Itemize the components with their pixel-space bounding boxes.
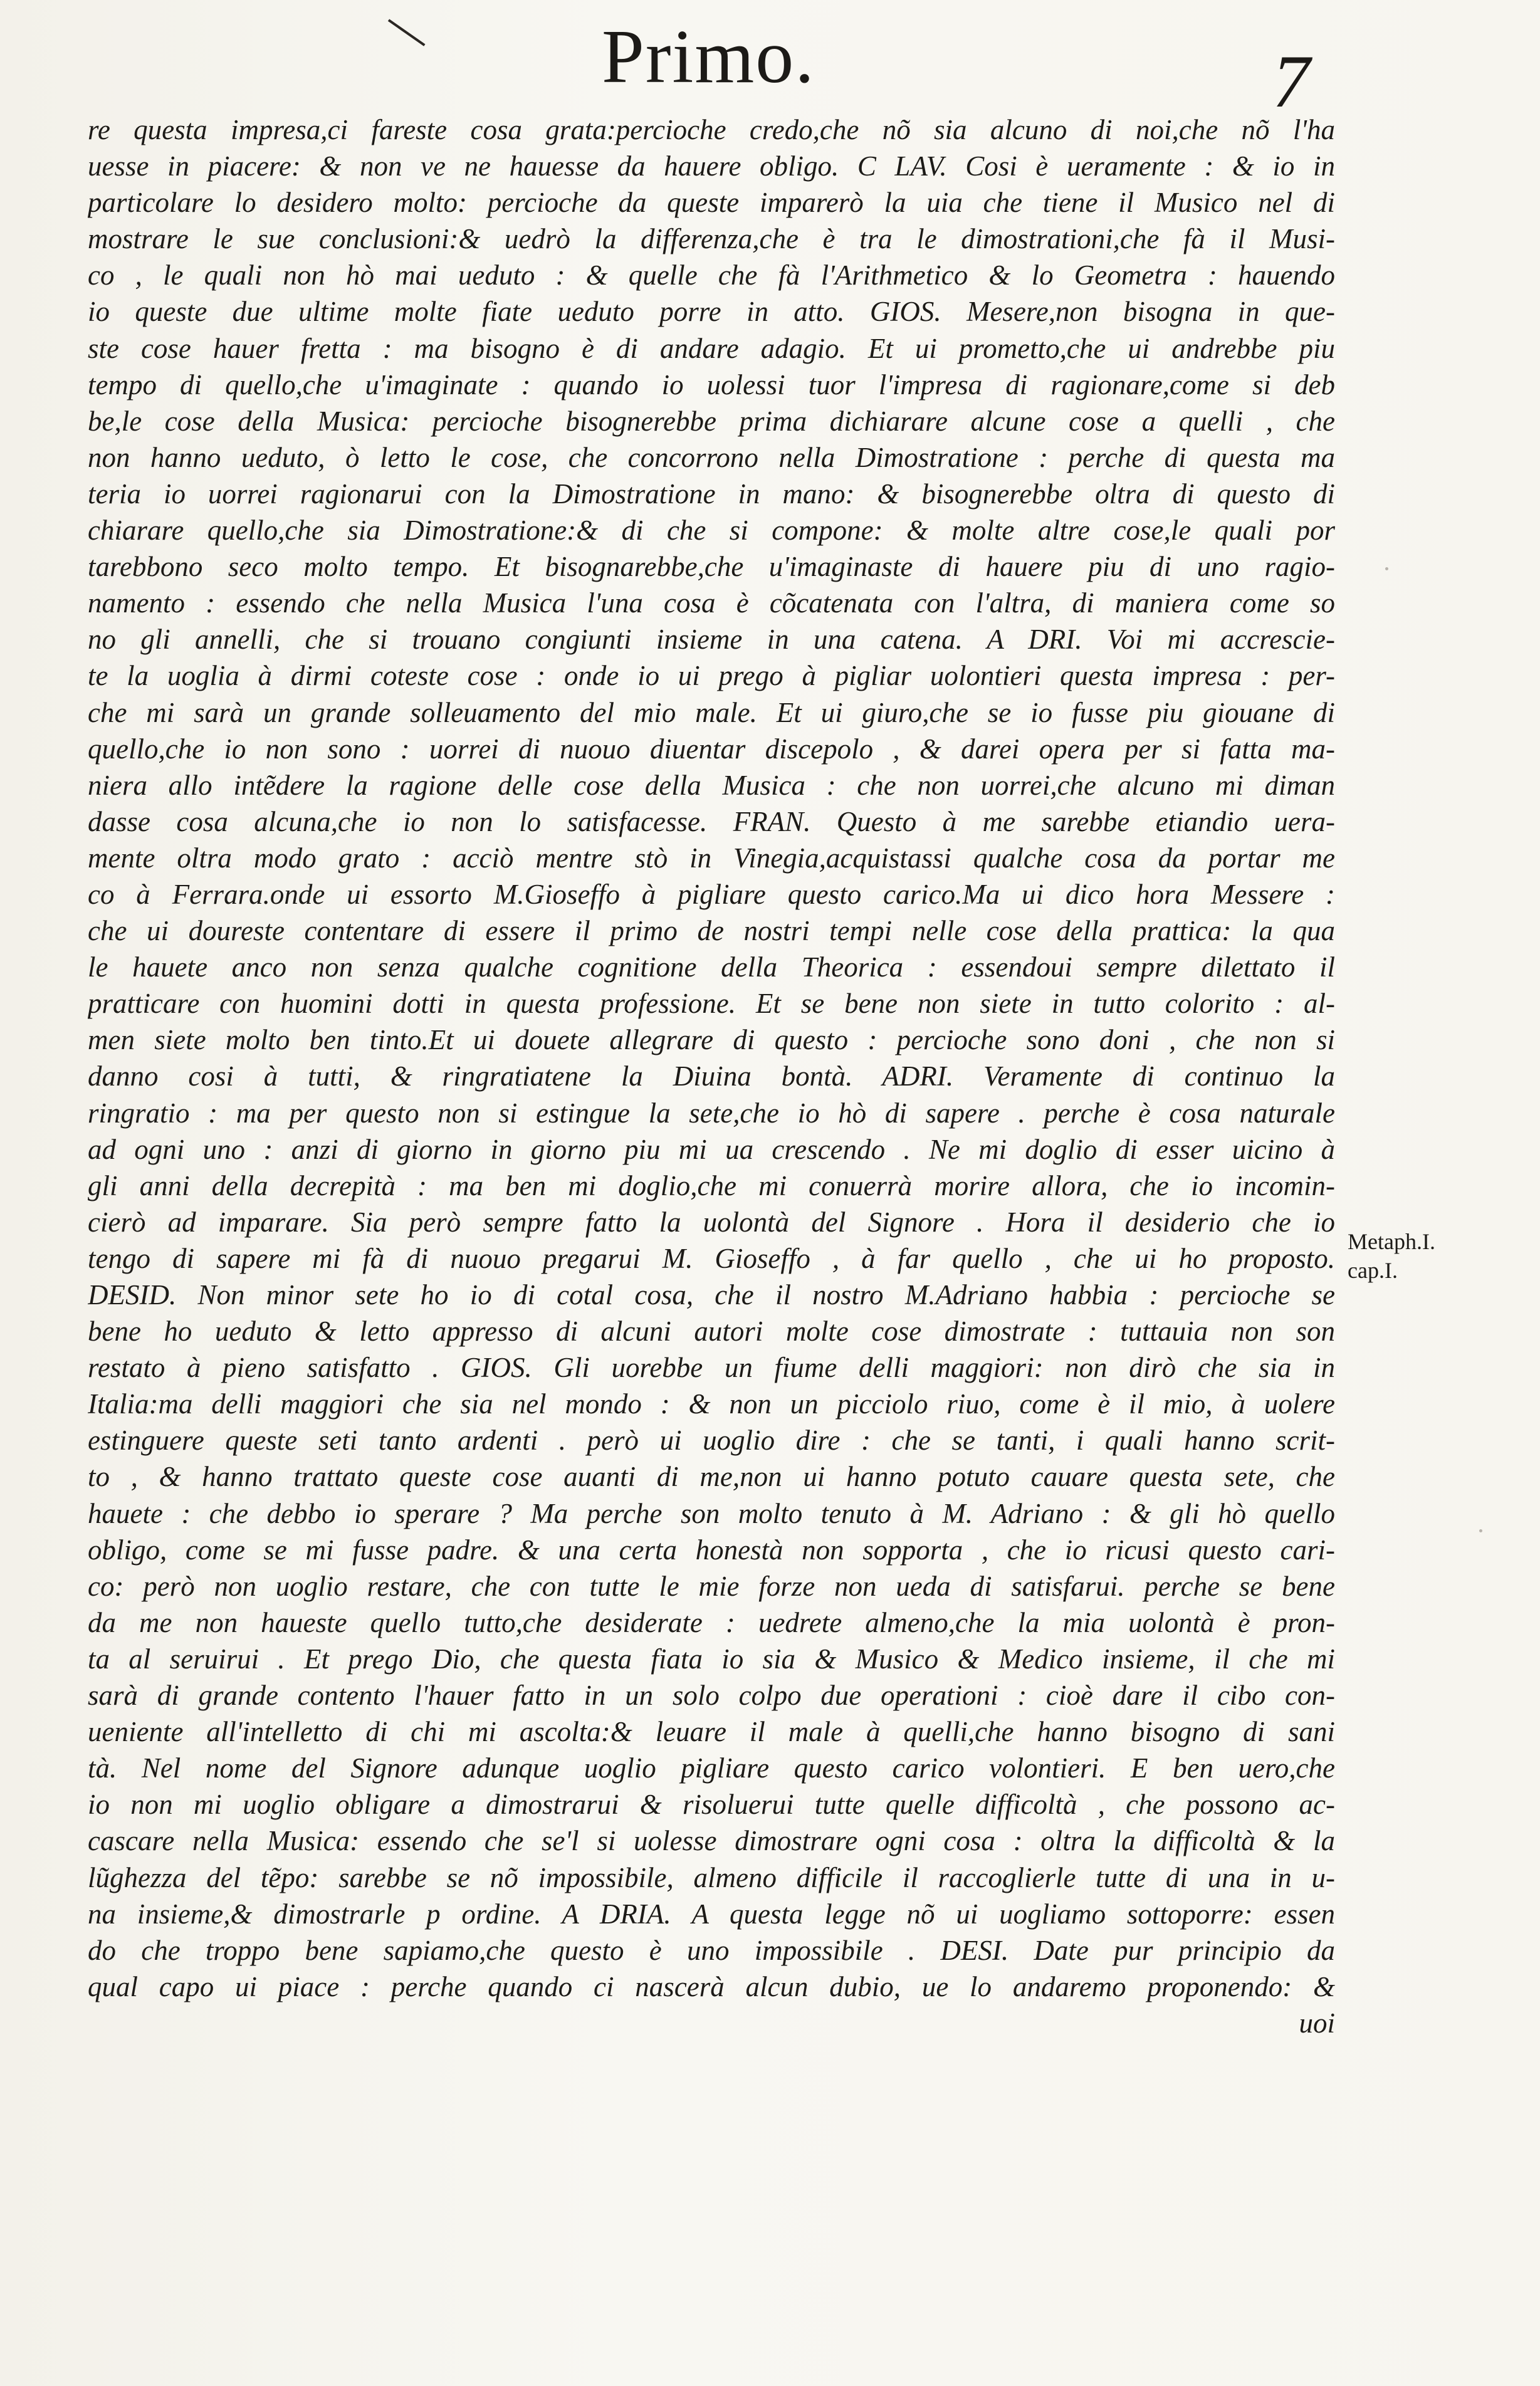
- text-line: io queste due ultime molte fiate ueduto porre in atto. GIOS. Mesere,non bisogna in que-: [88, 296, 1335, 328]
- text-line: qual capo ui piace : perche quando ci nascerà alcun dubio, ue lo andaremo proponendo: &: [88, 1970, 1335, 2002]
- text-line: pratticare con huomini dotti in questa professione. Et se bene non siete in tutto colorito : al-: [88, 988, 1335, 1020]
- text-line: teria io uorrei ragionarui con la Dimostratione in mano: & bisognerebbe oltra di questo di: [88, 478, 1335, 510]
- text-line: tempo di quello,che u'imaginate : quando io uolessi tuor l'impresa di ragionare,come si deb: [88, 369, 1335, 400]
- running-head: Primo.: [602, 14, 815, 99]
- text-line: tengo di sapere mi fà di nuouo pregarui M. Gioseffo , à far quello , che ui ho proposto.: [88, 1242, 1335, 1274]
- text-line: che ui doureste contentare di essere il primo de nostri tempi nelle cose della prattica: la qua: [88, 915, 1335, 947]
- text-line: quello,che io non sono : uorrei di nuouo diuentar discepolo , & darei opera per si fatta ma-: [88, 733, 1335, 765]
- margin-note-line: cap.I.: [1348, 1258, 1398, 1283]
- margin-note: [1348, 1227, 1435, 1285]
- text-line: bene ho ueduto & letto appresso di alcuni autori molte cose dimostrate : tuttauia non son: [88, 1316, 1335, 1347]
- ink-mark: [388, 19, 426, 46]
- text-line: non hanno ueduto, ò letto le cose, che concorrono nella Dimostratione : perche di questa ma: [88, 441, 1335, 473]
- text-line: do che troppo bene sapiamo,che questo è uno impossibile . DESI. Date pur principio da: [88, 1934, 1335, 1966]
- text-line: re questa impresa,ci fareste cosa grata:percioche credo,che nõ sia alcuno di noi,che nõ l'ha: [88, 114, 1335, 145]
- paper-speck: [1479, 1529, 1482, 1532]
- text-line: danno cosi à tutti, & ringratiatene la Diuina bontà. ADRI. Veramente di continuo la: [88, 1060, 1335, 1092]
- text-line: DESID. Non minor sete ho io di cotal cosa, che il nostro M.Adriano habbia : percioche se: [88, 1279, 1335, 1311]
- text-line: niera allo intẽdere la ragione delle cose della Musica : che non uorrei,che alcuno mi diman: [88, 769, 1335, 801]
- paper-speck: [1385, 567, 1388, 570]
- text-line: namento : essendo che nella Musica l'una cosa è cõcatenata con l'altra, di maniera come so: [88, 587, 1335, 619]
- text-line: ta al seruirui . Et prego Dio, che questa fiata io sia & Musico & Medico insieme, il che mi: [88, 1643, 1335, 1675]
- show-through-text: [514, 38, 532, 117]
- text-line: co: però non uoglio restare, che con tutte le mie forze non ueda di satisfarui. perche se bene: [88, 1570, 1335, 1602]
- text-line: uoi: [1299, 2007, 1335, 2039]
- text-line: lũghezza del tẽpo: sarebbe se nõ impossibile, almeno difficile il raccoglierle tutte di una in u-: [88, 1861, 1335, 1893]
- text-line: tarebbono seco molto tempo. Et bisognarebbe,che u'imaginaste di hauere piu di uno ragio-: [88, 551, 1335, 583]
- text-line: chiarare quello,che sia Dimostratione:& di che si compone: & molte altre cose,le quali por: [88, 515, 1335, 547]
- text-line: cierò ad imparare. Sia però sempre fatto la uolontà del Signore . Hora il desiderio che io: [88, 1206, 1335, 1238]
- text-line: te la uoglia à dirmi coteste cose : onde io ui prego à pigliar uolontieri questa impresa : per-: [88, 660, 1335, 692]
- text-line: sarà di grande contento l'hauer fatto in un solo colpo due operationi : cioè dare il cibo con-: [88, 1680, 1335, 1712]
- text-line: restato à pieno satisfatto . GIOS. Gli uorebbe un fiume delli maggiori: non dirò che sia in: [88, 1352, 1335, 1384]
- text-line: uesse in piacere: & non ve ne hauesse da hauere obligo. C LAV. Cosi è ueramente : & io in: [88, 150, 1335, 182]
- text-line: mostrare le sue conclusioni:& uedrò la differenza,che è tra le dimostrationi,che fà il Musi-: [88, 223, 1335, 255]
- text-line: dasse cosa alcuna,che io non lo satisfacesse. FRAN. Questo à me sarebbe etiandio uera-: [88, 805, 1335, 837]
- text-line: na insieme,& dimostrarle p ordine. A DRIA. A questa legge nõ ui uogliamo sottoporre: essen: [88, 1898, 1335, 1930]
- text-line: hauete : che debbo io sperare ? Ma perche son molto tenuto à M. Adriano : & gli hò quello: [88, 1497, 1335, 1529]
- text-line: no gli annelli, che si trouano congiunti insieme in una catena. A DRI. Voi mi accrescie-: [88, 624, 1335, 656]
- text-line: cascare nella Musica: essendo che se'l si uolesse dimostrare ogni cosa : oltra la difficoltà & la: [88, 1825, 1335, 1857]
- margin-note-line: Metaph.I.: [1348, 1229, 1435, 1254]
- text-line: obligo, come se mi fusse padre. & una certa honestà non sopporta , che io ricusi questo cari-: [88, 1534, 1335, 1566]
- text-line: ste cose hauer fretta : ma bisogno è di andare adagio. Et ui prometto,che ui andrebbe piu: [88, 332, 1335, 364]
- text-line: tà. Nel nome del Signore adunque uoglio pigliare questo carico volontieri. E ben uero,che: [88, 1752, 1335, 1784]
- text-line: men siete molto ben tinto.Et ui douete allegrare di questo : percioche sono doni , che non si: [88, 1024, 1335, 1056]
- text-line: da me non haueste quello tutto,che desiderate : uedrete almeno,che la mia uolontà è pron-: [88, 1606, 1335, 1638]
- text-line: co à Ferrara.onde ui essorto M.Gioseffo à pigliare questo carico.Ma ui dico hora Messere :: [88, 878, 1335, 910]
- body-text: [88, 112, 1335, 2041]
- text-line: io non mi uoglio obligare a dimostrarui & risoluerui tutte quelle difficoltà , che possono ac-: [88, 1789, 1335, 1821]
- text-line: ad ogni uno : anzi di giorno in giorno piu mi ua crescendo . Ne mi doglio di esser uicino à: [88, 1133, 1335, 1165]
- text-line: mente oltra modo grato : acciò mentre stò in Vinegia,acquistassi qualche cosa da portar me: [88, 842, 1335, 874]
- text-line: particolare lo desidero molto: percioche da queste imparerò la uia che tiene il Musico nel di: [88, 187, 1335, 219]
- text-line: ringratio : ma per questo non si estingue la sete,che io hò di sapere . perche è cosa naturale: [88, 1097, 1335, 1129]
- text-line: estinguere queste seti tanto ardenti . però ui uoglio dire : che se tanti, i quali hanno scrit-: [88, 1425, 1335, 1457]
- text-line: co , le quali non hò mai ueduto : & quelle che fà l'Arithmetico & lo Geometra : hauendo: [88, 259, 1335, 291]
- text-line: le hauete anco non senza qualche cognitione della Theorica : essendoui sempre dilettato il: [88, 951, 1335, 983]
- text-line: be,le cose della Musica: percioche bisognerebbe prima dichiarare alcune cose a quelli , che: [88, 405, 1335, 437]
- text-line: to , & hanno trattato queste cose auanti di me,non ui hanno potuto cauare questa sete, che: [88, 1461, 1335, 1493]
- text-line: che mi sarà un grande solleuamento del mio male. Et ui giuro,che se io fusse piu giouane di: [88, 696, 1335, 728]
- text-line: ueniente all'intelletto di chi mi ascolta:& leuare il male à quelli,che hanno bisogno di sani: [88, 1716, 1335, 1748]
- text-line: Italia:ma delli maggiori che sia nel mondo : & non un picciolo riuo, come è il mio, à uolere: [88, 1388, 1335, 1420]
- text-line: gli anni della decrepità : ma ben mi doglio,che mi conuerrà morire allora, che io incomin-: [88, 1169, 1335, 1201]
- page-number: 7: [1272, 39, 1310, 123]
